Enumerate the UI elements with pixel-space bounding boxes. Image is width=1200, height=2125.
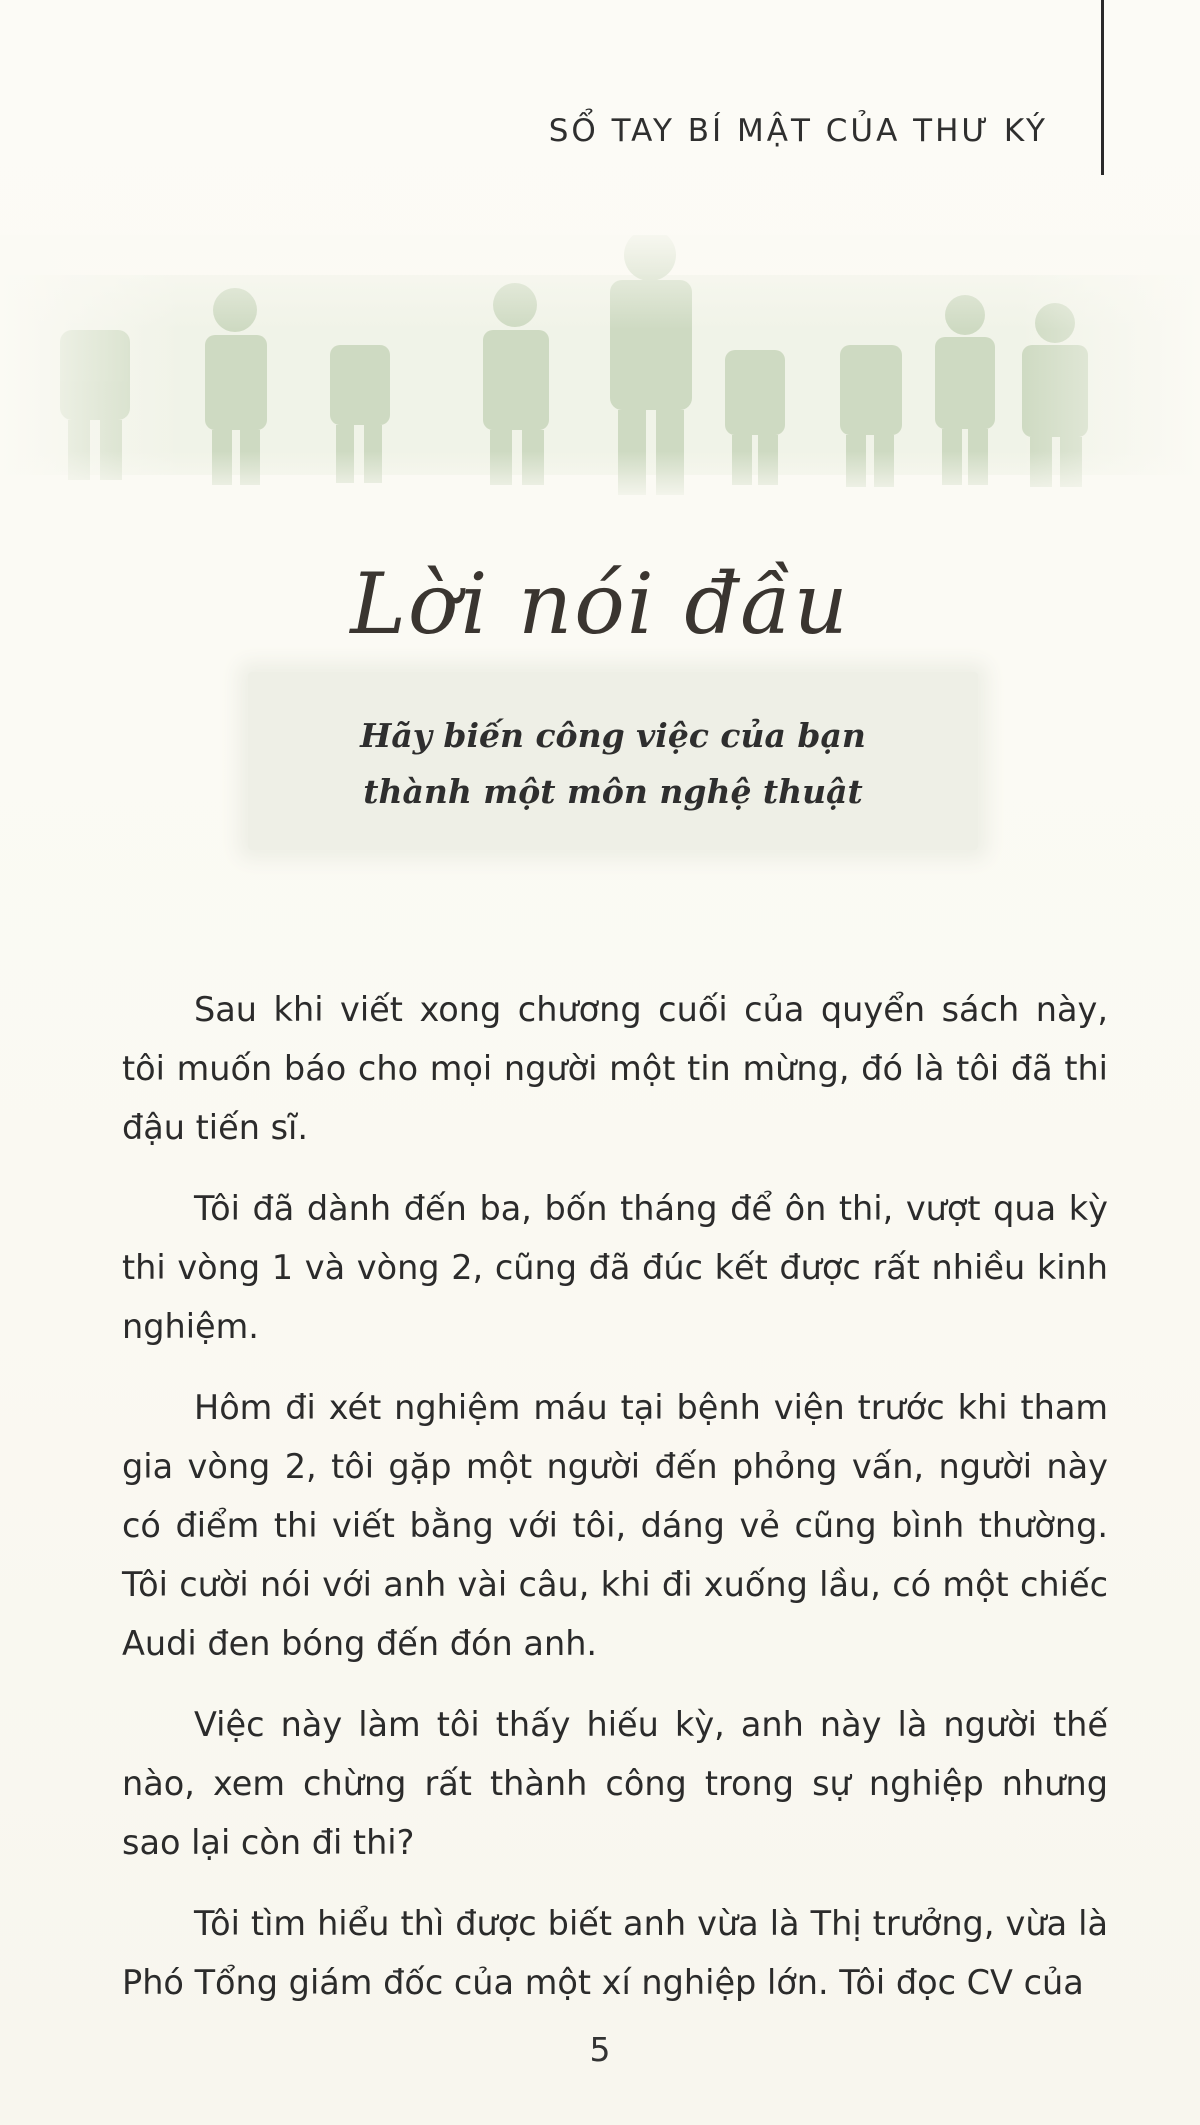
paragraph: Việc này làm tôi thấy hiếu kỳ, anh này là người thế nào, xem chừng rất thành công trong sự nghiệp nhưng sao lại còn đi thi? [122, 1705, 1108, 1862]
running-header: SỔ TAY BÍ MẬT CỦA THƯ KÝ [548, 113, 1048, 149]
subtitle-line: thành một môn nghệ thuật [363, 772, 863, 811]
header-vertical-rule [1101, 0, 1104, 175]
chapter-title: Lời nói đầu [350, 555, 850, 653]
paragraph: Hôm đi xét nghiệm máu tại bệnh viện trước khi tham gia vòng 2, tôi gặp một người đến phỏng vấn, người này có điểm thi viết bằng với tôi, dáng vẻ cũng bình thường. Tôi cười nói với anh vài câu, khi đi xuống lầu, có một chiếc Audi đen bóng đến đón anh. [122, 1388, 1108, 1663]
paragraph: Tôi tìm hiểu thì được biết anh vừa là Thị trưởng, vừa là Phó Tổng giám đốc của một xí nghiệp lớn. Tôi đọc CV của [122, 1904, 1108, 2002]
chapter-subtitle [248, 708, 978, 820]
subtitle-line: Hãy biến công việc của bạn [360, 716, 866, 755]
body-text [122, 980, 1108, 2034]
paragraph: Sau khi viết xong chương cuối của quyển sách này, tôi muốn báo cho mọi người một tin mừng, đó là tôi đã thi đậu tiến sĩ. [122, 990, 1108, 1147]
people-illustration [0, 235, 1200, 505]
page-number: 5 [589, 2030, 611, 2069]
paragraph: Tôi đã dành đến ba, bốn tháng để ôn thi, vượt qua kỳ thi vòng 1 và vòng 2, cũng đã đúc kết được rất nhiều kinh nghiệm. [122, 1189, 1108, 1346]
